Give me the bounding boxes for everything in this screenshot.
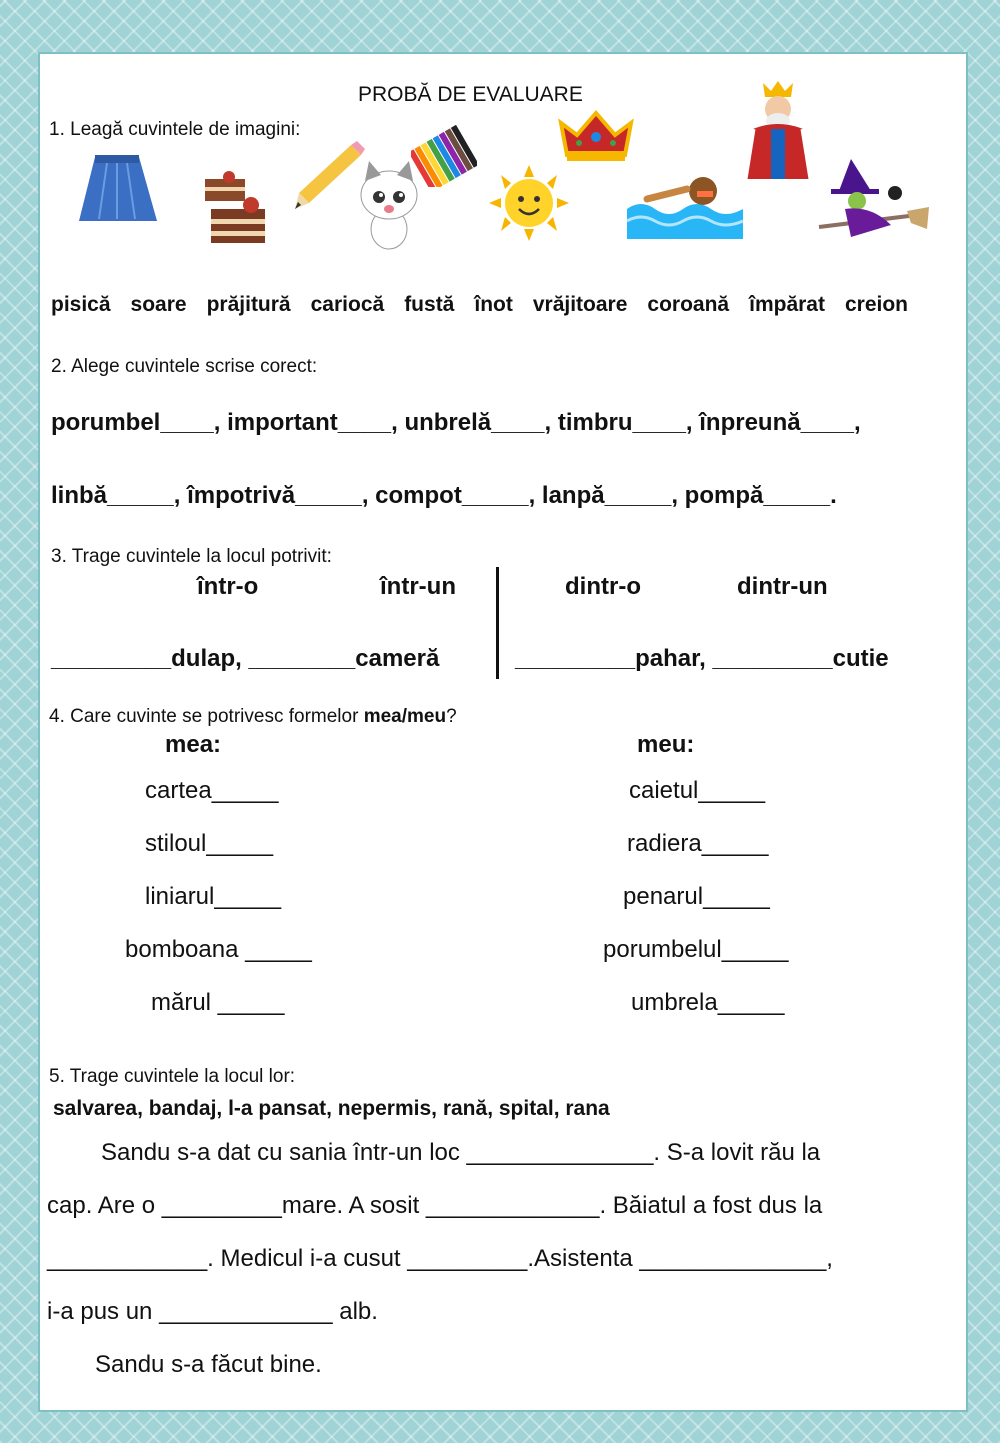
ex5-word-bank[interactable]: salvarea, bandaj, l-a pansat, nepermis, rană, spital, rana <box>53 1097 610 1120</box>
word-chip[interactable]: coroană <box>647 293 730 316</box>
ex4-instruction-end: ? <box>446 706 457 727</box>
ex2-line-2[interactable]: linbă_____, împotrivă_____, compot_____, lanpă_____, pompă_____. <box>51 482 837 509</box>
option-intr-o[interactable]: într-o <box>197 573 259 600</box>
markers-image[interactable] <box>411 125 477 187</box>
mea-item[interactable]: mărul _____ <box>151 989 285 1016</box>
ex3-right-sentence[interactable]: _________pahar, _________cutie <box>515 645 889 672</box>
col-meu-header: meu: <box>637 731 695 758</box>
cake-image[interactable] <box>201 169 273 249</box>
ex1-instruction: 1. Leagă cuvintele de imagini: <box>49 119 301 140</box>
col-mea-header: mea: <box>165 731 222 758</box>
mea-item[interactable]: bomboana _____ <box>125 936 312 963</box>
ex2-line-1[interactable]: porumbel____, important____, unbrelă____, timbru____, înpreună____, <box>51 409 861 436</box>
king-image[interactable] <box>733 79 823 187</box>
swimmer-image[interactable] <box>627 169 743 239</box>
word-chip[interactable]: fustă <box>404 293 455 316</box>
ex1-word-list <box>51 293 908 317</box>
option-dintr-un[interactable]: dintr-un <box>737 573 828 600</box>
word-chip[interactable]: cariocă <box>310 293 385 316</box>
crown-image[interactable] <box>557 107 635 163</box>
word-chip[interactable]: înot <box>474 293 513 316</box>
word-chip[interactable]: prăjitură <box>206 293 291 316</box>
story-line[interactable]: ____________. Medicul i-a cusut _________.Asistenta ______________, <box>47 1245 833 1272</box>
ex4-instruction <box>49 706 457 728</box>
page-title: PROBĂ DE EVALUARE <box>358 83 583 106</box>
meu-item[interactable]: porumbelul_____ <box>603 936 789 963</box>
story-line[interactable]: i-a pus un _____________ alb. <box>47 1298 378 1325</box>
word-chip[interactable]: creion <box>844 293 909 316</box>
worksheet-page <box>40 54 966 1410</box>
ex3-instruction: 3. Trage cuvintele la locul potrivit: <box>51 546 332 567</box>
skirt-image[interactable] <box>77 153 159 225</box>
option-intr-un[interactable]: într-un <box>380 573 456 600</box>
word-chip[interactable]: împărat <box>749 293 825 316</box>
mea-item[interactable]: cartea_____ <box>145 777 279 804</box>
story-line[interactable]: cap. Are o _________mare. A sosit _____________. Băiatul a fost dus la <box>47 1192 823 1219</box>
mea-item[interactable]: stiloul_____ <box>145 830 274 857</box>
meu-item[interactable]: caietul_____ <box>629 777 766 804</box>
meu-item[interactable]: penarul_____ <box>623 883 770 910</box>
column-divider <box>496 567 499 679</box>
ex5-instruction: 5. Trage cuvintele la locul lor: <box>49 1066 296 1087</box>
mea-item[interactable]: liniarul_____ <box>145 883 282 910</box>
ex4-instruction-bold: mea/meu <box>363 706 447 727</box>
ex4-instruction-text: 4. Care cuvinte se potrivesc formelor <box>49 706 364 727</box>
sun-image[interactable] <box>489 165 569 241</box>
ex2-instruction: 2. Alege cuvintele scrise corect: <box>51 356 318 377</box>
word-chip[interactable]: soare <box>130 293 187 316</box>
word-chip[interactable]: pisică <box>51 293 111 316</box>
meu-item[interactable]: radiera_____ <box>627 830 769 857</box>
word-chip[interactable]: vrăjitoare <box>532 293 628 316</box>
story-line[interactable]: Sandu s-a dat cu sania într-un loc ______________. S-a lovit rău la <box>101 1139 821 1166</box>
witch-image[interactable] <box>811 157 929 257</box>
ex3-left-sentence[interactable]: _________dulap, ________cameră <box>51 645 440 672</box>
story-line: Sandu s-a făcut bine. <box>95 1351 322 1378</box>
option-dintr-o[interactable]: dintr-o <box>565 573 641 600</box>
meu-item[interactable]: umbrela_____ <box>631 989 785 1016</box>
